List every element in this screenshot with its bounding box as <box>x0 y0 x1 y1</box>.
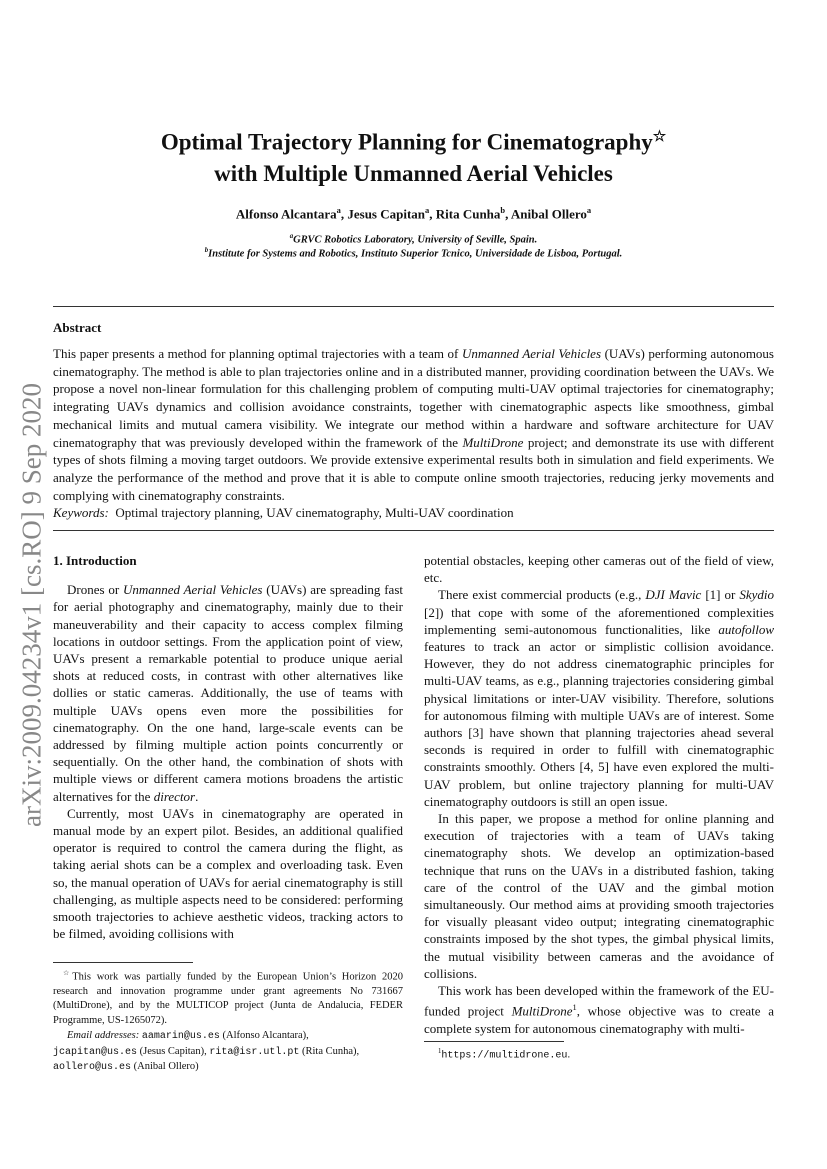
footnote-url-link[interactable]: https://multidrone.eu <box>441 1050 568 1062</box>
footnote-rule <box>53 962 193 963</box>
paragraph <box>424 982 774 1037</box>
author: Alfonso Alcantara <box>235 206 337 222</box>
author-list: Alfonso Alcantara$^a$, Jesus Capitan$^a$, Rita Cunha$^b$, Anibal Ollero$^a$ <box>235 205 592 222</box>
text-emphasis: DJI Mavic <box>645 587 702 603</box>
paragraph <box>424 586 774 810</box>
abstract-run: (UAVs) performing autonomous cinematography. The method is able to plan trajectories online and in a distributed manner, providing coordination between the UAVs. We propose a novel non-linear formulation for this challenging problem of computing multi-UAV optimal trajectories for cinematography; integrating UAVs dynamics and collision avoidance constraints, together with cinematographic aspects like smoothness, gimbal mechanical limits and mutual camera visibility. We integrate our method within a hardware and software architecture for UAV cinematography that was previously developed within the framework of the <box>53 346 774 450</box>
text-run: This work has been developed within the framework of the EU-funded project <box>424 983 774 1019</box>
author-affil-mark: a <box>425 205 430 215</box>
paragraph: potential obstacles, keeping other cameras out of the field of view, etc. <box>424 553 774 586</box>
abstract-heading: Abstract <box>53 320 102 335</box>
left-column <box>53 552 403 942</box>
top-divider <box>53 306 774 307</box>
footnote-rule <box>424 1041 564 1042</box>
paragraph: Currently, most UAVs in cinematography are operated in manual mode by an expert pilot. Besides, an additional qualified operator is required to control the camera during the flight, as taking aerial shots can be a complex and overloading task. Even so, the manual operation of UAVs for aerial cinematography is still challenging, as multiple aspects need to be considered: performing smooth trajectories to achieve aesthetic videos, tracking actors to be filmed, avoiding collisions with <box>53 805 403 942</box>
abstract-emphasis: Unmanned Aerial Vehicles <box>461 346 602 361</box>
affil-mark: b <box>204 247 209 254</box>
text-run: There exist commercial products (e.g., <box>438 587 646 603</box>
text-run: (UAVs) are spreading fast for aerial photography and cinematography, mainly due to their maneuverability and their capacity to access complex filming locations in outdoor settings. From the application point of view, UAVs present a remarkable potential to produce unique aerial shots at reduced costs, in contrast with other alternatives like dollies or static cameras. Additionally, the use of teams with multiple UAVs opens even more the possibilities for cinematography. On the one hand, large-scale events can be addressed by filming multiple action points concurrently or sequentially. On the other hand, the combination of shots with multiple views or different camera motions broadens the artistic alternatives for the <box>53 582 403 804</box>
right-column <box>424 552 774 1037</box>
footnote-number: 1 <box>438 1048 442 1055</box>
affil-mark: a <box>289 233 294 240</box>
abstract-run: project; and demonstrate its use with different types of shots filming a moving target outdoors. We provide extensive experimental results both in simulation and field experiments. We analyze the performance of the method and prove that it is able to compute online smooth trajectories, reducing jerky movements and complying with cinematography constraints. <box>53 434 774 503</box>
abstract-run: This paper presents a method for planning optimal trajectories with a team of <box>53 346 462 361</box>
title-line-2: with Multiple Unmanned Aerial Vehicles <box>214 160 613 186</box>
affiliation-a <box>0 233 827 246</box>
author: Rita Cunha <box>435 206 501 222</box>
arxiv-identifier: arXiv:2009.04234v1 [cs.RO] 9 Sep 2020 <box>16 383 47 827</box>
email-link[interactable]: aamarin@us.es <box>141 1031 220 1043</box>
email-owner: (Alfonso Alcantara), <box>219 1030 309 1042</box>
affiliation-b <box>0 247 827 260</box>
footnote-mark: ☆ <box>63 970 73 977</box>
footnote-ref[interactable]: 1 <box>572 1002 577 1013</box>
footnote-right <box>438 1045 570 1064</box>
affil-text: GRVC Robotics Laboratory, University of Seville, Spain. <box>293 234 538 246</box>
email-link[interactable]: rita@isr.utl.pt <box>209 1046 300 1058</box>
email-note <box>53 1029 403 1075</box>
author-affil-mark: a <box>336 205 341 215</box>
title-footnote-mark: ☆ <box>652 129 667 145</box>
title-line-1: Optimal Trajectory Planning for Cinematography <box>160 129 653 155</box>
email-label: Email addresses: <box>67 1030 140 1042</box>
paragraph: In this paper, we propose a method for online planning and execution of trajectories with a team of UAVs taking cinematography shots. We develop an optimization-based technique that runs on the UAVs in a distributed fashion, taking care of the control of the UAV and the gimbal motion simultaneously. Our method aims at providing smooth trajectories for visually pleasant video output; integrating cinematographic constraints imposed by the shot types, the gimbal physical limits, the mutual visibility between cameras and the avoidance of collisions. <box>424 811 774 981</box>
footnote-tail: . <box>567 1049 571 1061</box>
section-title: 1. Introduction <box>53 553 137 568</box>
author: Anibal Ollero <box>510 206 587 222</box>
text-run: [2]) that cope with some of the aforementioned complexities implementing semi-autonomous functionalities, like <box>424 604 774 637</box>
text-emphasis: autofollow <box>718 621 774 637</box>
author-affil-mark: a <box>586 205 592 215</box>
email-owner: (Anibal Ollero) <box>131 1060 199 1072</box>
paper-title <box>0 122 827 189</box>
text-run: features to track an actor or simplistic collision avoidance. However, they do not address cinematographic principles for multi-UAV teams, as e.g., planning trajectories considering gimbal physical limitations or inter-UAV visibility. Therefore, solutions for autonomous filming with multiple UAVs are of interest. Some authors [3] have shown that planning trajectories ahead several seconds is required in order to fulfill with cinematographic constraints smoothly. Others [4, 5] have even explored the multi-UAV problem, but online trajectory planning for multi-UAV cinematography outdoors is still an open issue. <box>424 639 774 809</box>
paragraph <box>53 581 403 805</box>
text-run: , whose objective was to create a complete system for autonomous cinematography with multi- <box>424 1003 774 1036</box>
abstract-emphasis: MultiDrone <box>462 434 524 450</box>
author-affil-mark: b <box>500 205 506 215</box>
text-run: [1] or <box>701 587 740 603</box>
funding-note <box>53 967 403 1028</box>
keywords-list: Optimal trajectory planning, UAV cinematography, Multi-UAV coordination <box>115 505 514 520</box>
text-emphasis: director <box>153 788 196 804</box>
abstract-text <box>53 345 774 504</box>
email-owner: (Rita Cunha), <box>299 1045 360 1057</box>
email-link[interactable]: jcapitan@us.es <box>53 1046 138 1058</box>
funding-text: This work was partially funded by the European Union’s Horizon 2020 research and innovation programme under grant agreements No 731667 (MultiDrone), and by the MULTICOP project (Junta de Andalucia, FEDER Programme, US-1265072). <box>53 971 403 1026</box>
affil-text: Institute for Systems and Robotics, Instituto Superior Tcnico, Universidade de Lisboa, Portugal. <box>208 248 623 260</box>
text-emphasis: Unmanned Aerial Vehicles <box>122 582 263 598</box>
keywords-label: Keywords: <box>53 505 109 520</box>
email-owner: (Jesus Capitan), <box>137 1045 210 1057</box>
text-emphasis: Skydio <box>739 587 774 603</box>
bottom-divider <box>53 530 774 531</box>
text-run: . <box>195 788 199 804</box>
text-run: Drones or <box>67 582 123 598</box>
text-emphasis: MultiDrone <box>511 1003 573 1019</box>
author: Jesus Capitan <box>347 206 426 222</box>
footnotes-left <box>53 967 403 1075</box>
keywords <box>53 505 514 521</box>
email-link[interactable]: aollero@us.es <box>53 1061 132 1073</box>
